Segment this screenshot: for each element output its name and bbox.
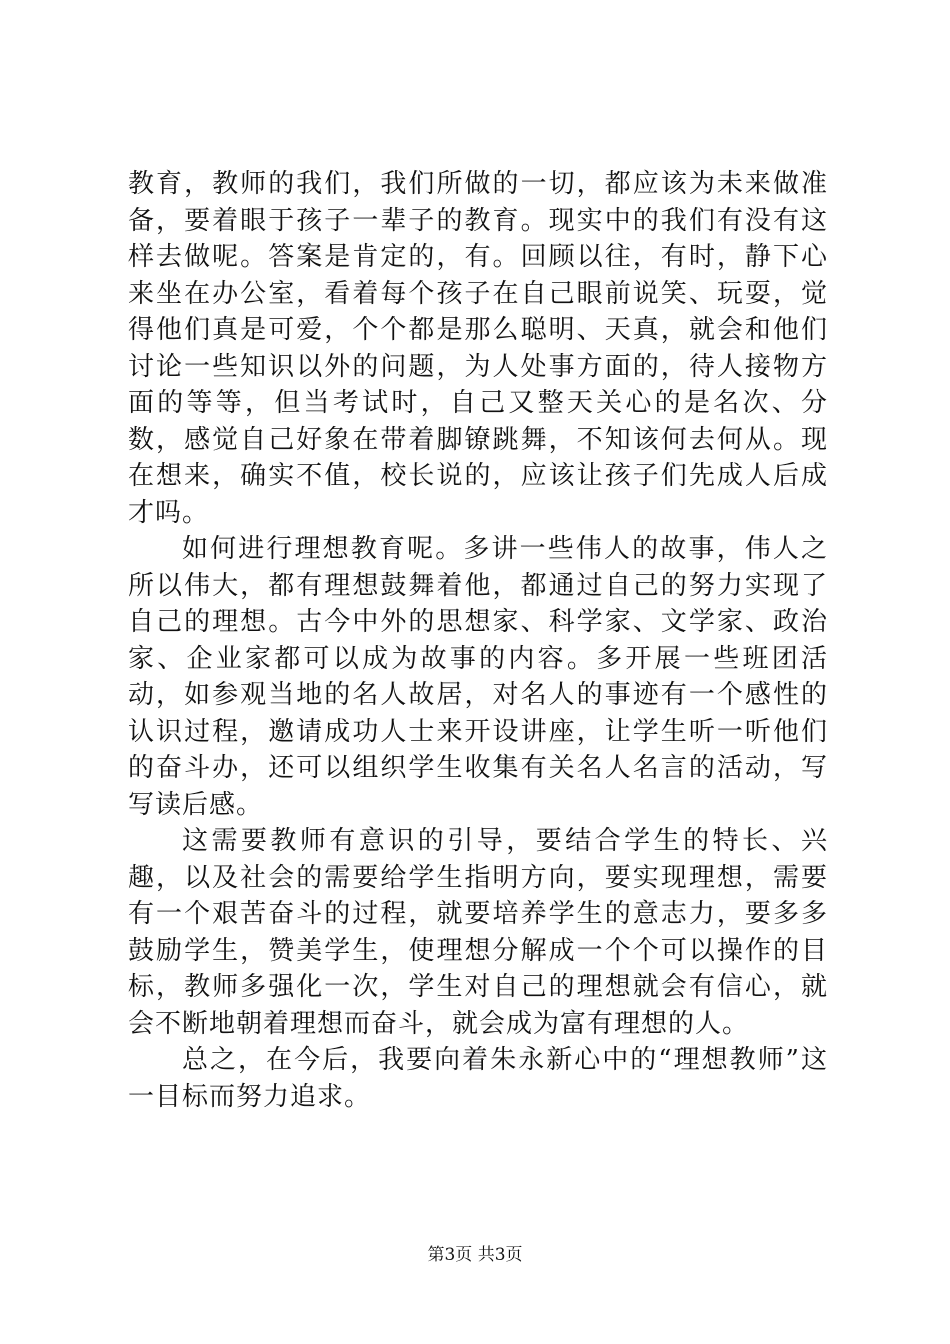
document-body — [128, 166, 828, 1115]
paragraph-3: 这需要教师有意识的引导，要结合学生的特长、兴趣，以及社会的需要给学生指明方向，要实现理想，需要有一个艰苦奋斗的过程，就要培养学生的意志力，要多多鼓励学生，赞美学生，使理想分解成一个个可以操作的目标，教师多强化一次，学生对自己的理想就会有信心，就会不断地朝着理想而奋斗，就会成为富有理想的人。 — [128, 826, 828, 1039]
paragraph-2: 如何进行理想教育呢。多讲一些伟人的故事，伟人之所以伟大，都有理想鼓舞着他，都通过自己的努力实现了自己的理想。古今中外的思想家、科学家、文学家、政治家、企业家都可以成为故事的内容。多开展一些班团活动，如参观当地的名人故居，对名人的事迹有一个感性的认识过程，邀请成功人士来开设讲座，让学生听一听他们的奋斗办，还可以组织学生收集有关名人名言的活动，写写读后感。 — [128, 534, 828, 820]
page-footer: 第3页 共3页 — [427, 1245, 523, 1265]
paragraph-1: 教育，教师的我们，我们所做的一切，都应该为未来做准备，要着眼于孩子一辈子的教育。现实中的我们有没有这样去做呢。答案是肯定的，有。回顾以往，有时，静下心来坐在办公室，看着每个孩子在自己眼前说笑、玩耍，觉得他们真是可爱，个个都是那么聪明、天真，就会和他们讨论一些知识以外的问题，为人处事方面的，待人接物方面的等等，但当考试时，自己又整天关心的是名次、分数，感觉自己好象在带着脚镣跳舞，不知该何去何从。现在想来，确实不值，校长说的，应该让孩子们先成人后成才吗。 — [128, 169, 828, 528]
paragraph-4: 总之，在今后，我要向着朱永新心中的“理想教师”这一目标而努力追求。 — [128, 1045, 828, 1112]
